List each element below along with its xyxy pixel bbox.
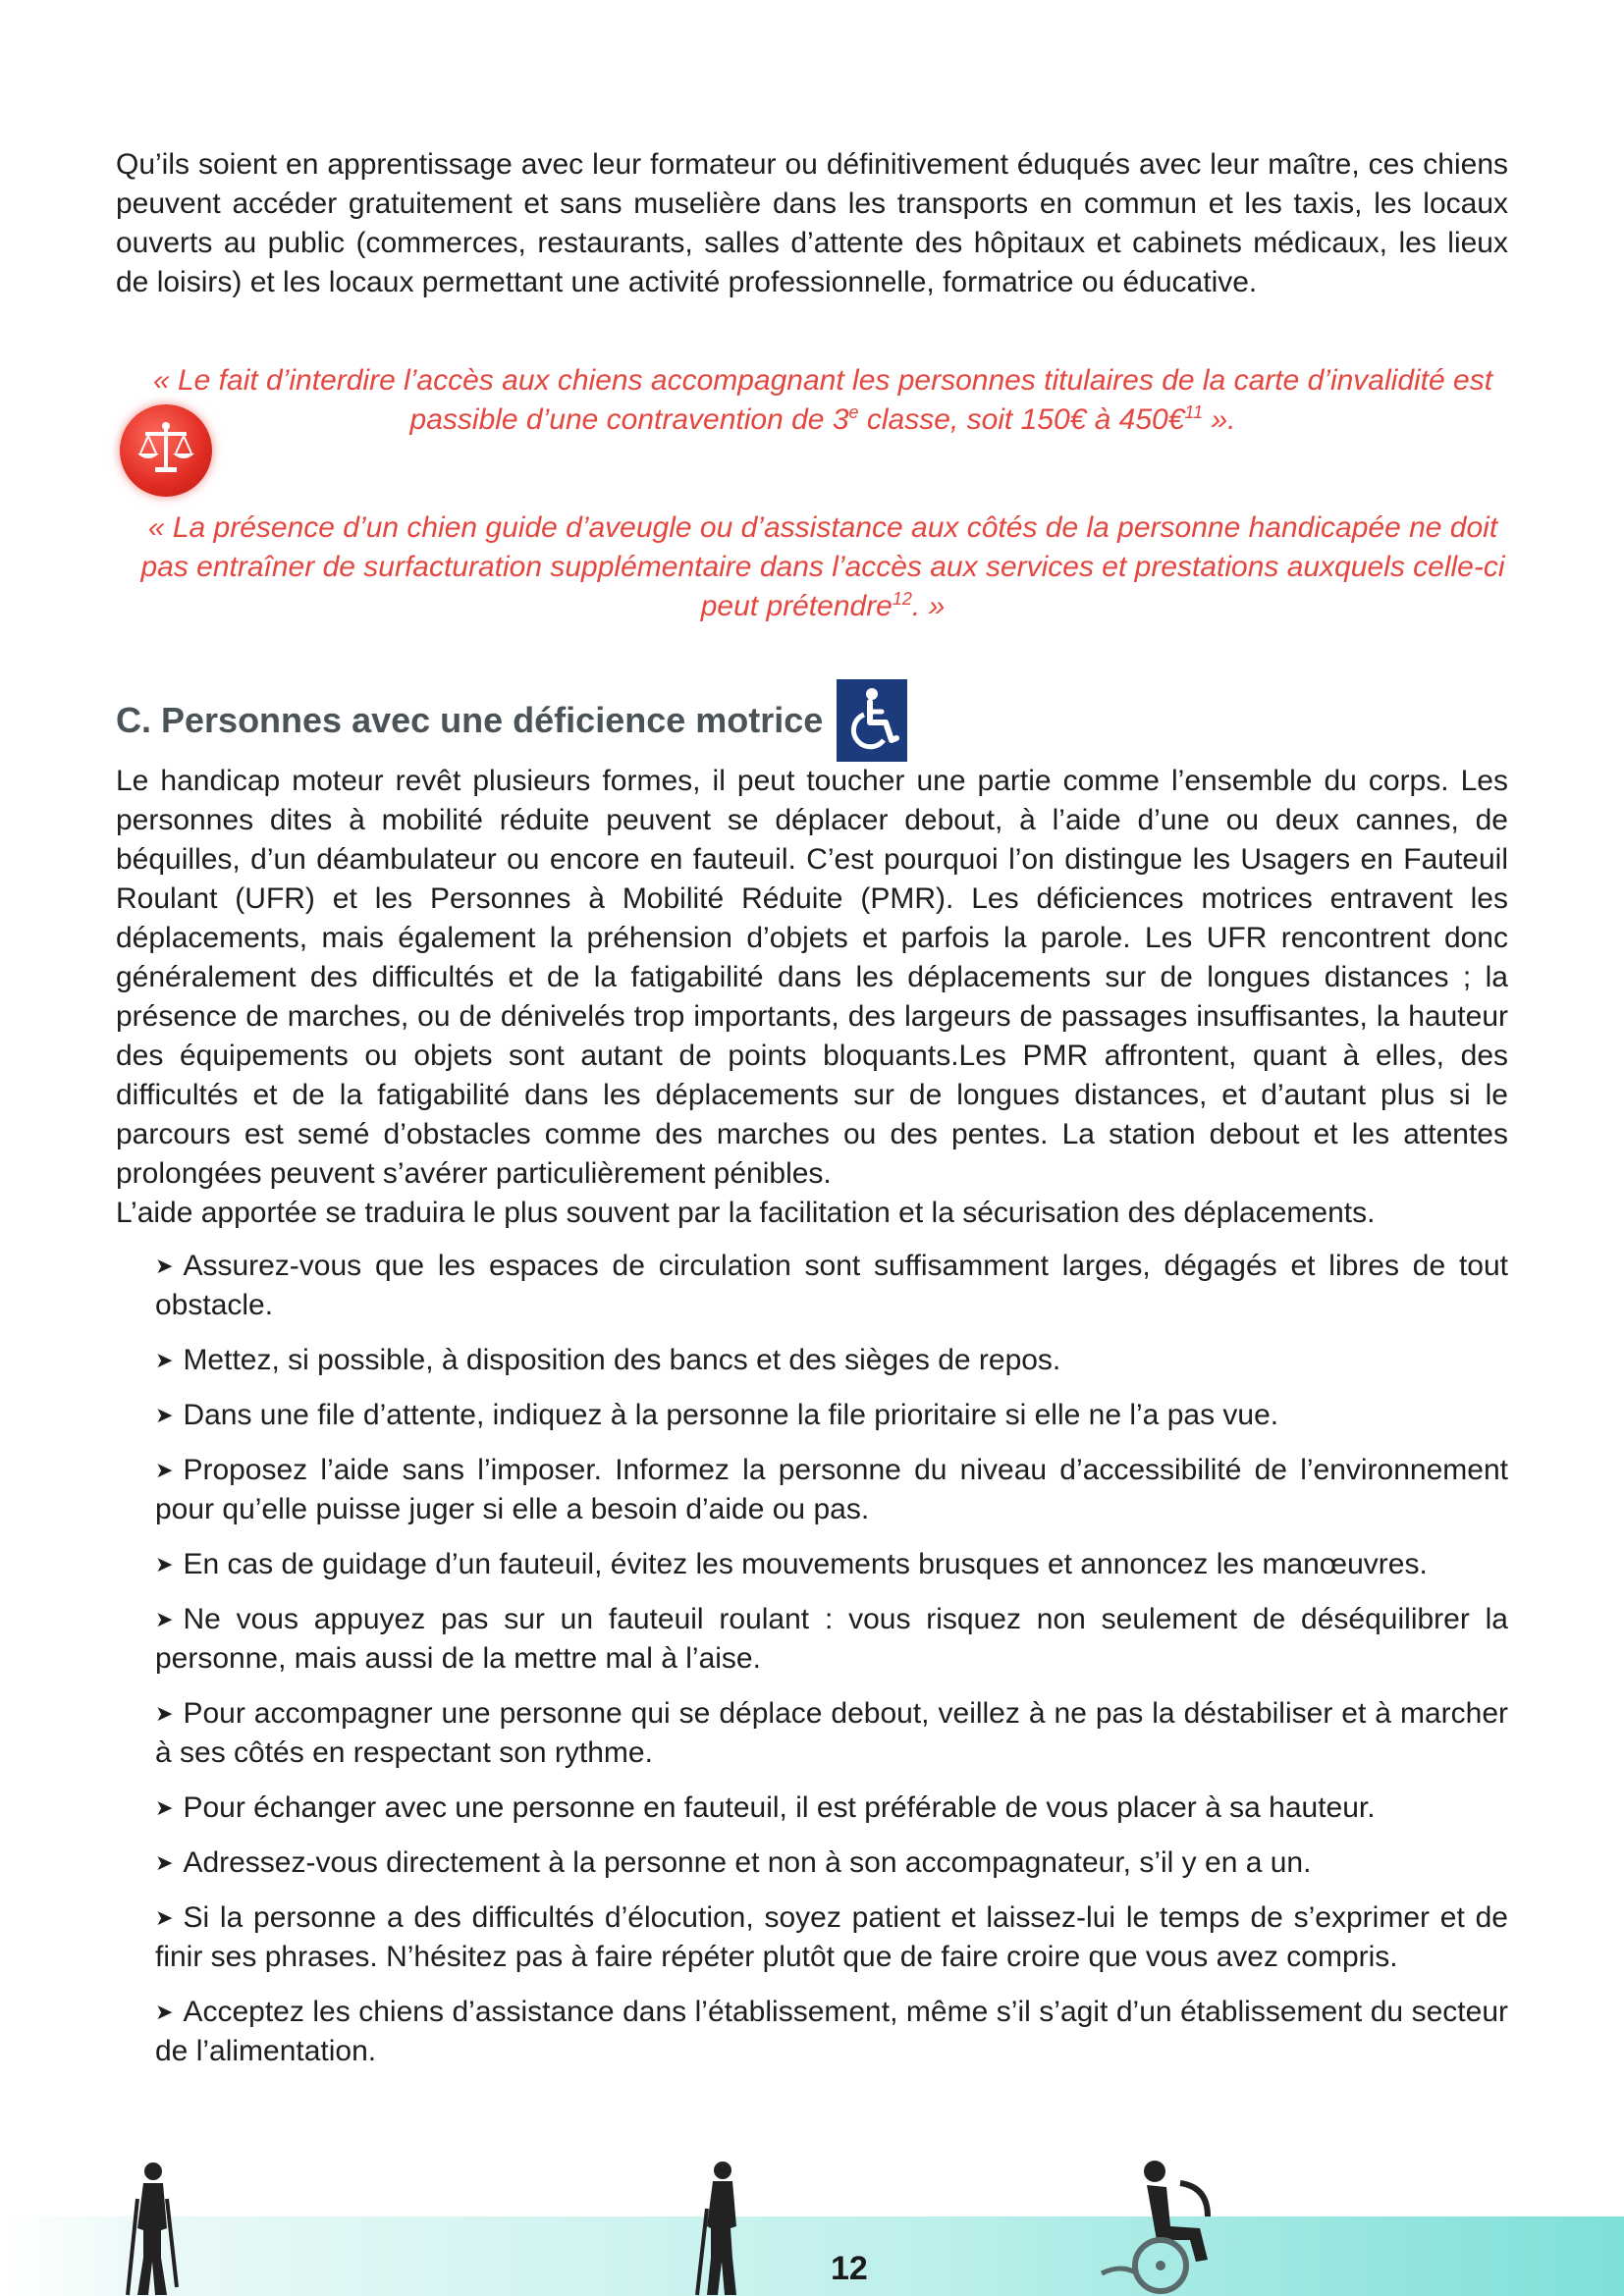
list-item [155,1694,1508,1773]
list-item [155,1843,1508,1883]
arrow-bullet-icon: ➤ [155,1254,174,1278]
quote1-text-c: ». [1203,403,1236,436]
footer-band [0,2216,1624,2296]
tip-text: Pour échanger avec une personne en fauteuil, il est préférable de vous placer à sa hauteur. [183,1791,1376,1824]
intro-paragraph: Qu’ils soient en apprentissage avec leur formateur ou définitivement éduqués avec leur maître, ces chiens peuvent accéder gratuitement et sans muselière dans les transports en commun et les taxis, les locaux ouverts au public (commerces, restaurants, salles d’attente des hôpitaux et cabinets médicaux, les lieux de loisirs) et les locaux permettant une activité professionnelle, formatrice ou éducative. [116,148,1508,298]
list-item [155,1451,1508,1529]
list-item [155,1247,1508,1325]
quote2-text-a: « La présence d’un chien guide d’aveugle ou d’assistance aux côtés de la personne handicapée ne doit pas entraîner de surfacturation supplémentaire dans l’accès aux services et prestations auxquels celle-ci peut prétendre [140,511,1505,622]
list-item [155,1341,1508,1380]
help-intro-paragraph: L’aide apportée se traduira le plus souvent par la facilitation et la sécurisation des déplacements. [116,1197,1376,1229]
list-item [155,1600,1508,1679]
page-content [116,145,1508,2087]
arrow-bullet-icon: ➤ [155,1905,174,1930]
tip-text: Acceptez les chiens d’assistance dans l’établissement, même s’il s’agit d’un établissement du secteur de l’alimentation. [155,1996,1508,2067]
tip-text: Assurez-vous que les espaces de circulation sont suffisamment larges, dégagés et libres de tout obstacle. [155,1250,1508,1321]
arrow-bullet-icon: ➤ [155,1607,174,1631]
person-with-crutches-icon [116,2160,194,2296]
arrow-bullet-icon: ➤ [155,1348,174,1372]
arrow-bullet-icon: ➤ [155,1701,174,1726]
list-item [155,1545,1508,1584]
list-item [155,1396,1508,1435]
motor-disability-paragraph: Le handicap moteur revêt plusieurs formes, il peut toucher une partie comme l’ensemble du corps. Les personnes dites à mobilité réduite peuvent se déplacer debout, à l’aide d’une ou deux cannes, de béquilles, d’un déambulateur ou encore en fauteuil. C’est pourquoi l’on distingue les Usagers en Fauteuil Roulant (UFR) et les Personnes à Mobilité Réduite (PMR). Les déficiences motrices entravent les déplacements, mais également la préhension d’objets et parfois la parole. Les UFR rencontrent donc généralement des difficultés et de la fatigabilité dans les déplacements sur de longues distances ; la présence de marches, ou de dénivelés trop importants, des largeurs de passages insuffisantes, la hauteur des équipements ou objets sont autant de points bloquants.Les PMR affrontent, quant à elles, des difficultés et de la fatigabilité dans les déplacements sur de longues distances, et d’autant plus si le parcours est semé d’obstacles comme des marches ou des pentes. La station debout et les attentes prolongées peuvent s’avérer particulièrement pénibles. [116,765,1508,1190]
scales-of-justice-icon [120,404,212,497]
tips-list [116,1247,1508,2071]
quote1-text-b: classe, soit 150€ à 450€ [858,403,1185,436]
footnote-ref-12: 12 [892,589,912,609]
arrow-bullet-icon: ➤ [155,1458,174,1482]
person-in-wheelchair-icon [1092,2158,1239,2296]
list-item [155,1993,1508,2071]
tip-text: Si la personne a des difficultés d’élocution, soyez patient et laissez-lui le temps de s’exprimer et de finir ses phrases. N’hésitez pas à faire répéter plutôt que de faire croire que vous avez compris. [155,1901,1508,1973]
tip-text: Ne vous appuyez pas sur un fauteuil roulant : vous risquez non seulement de déséquilibrer la personne, mais aussi de la mettre mal à l’aise. [155,1603,1508,1675]
tip-text: Adressez-vous directement à la personne et non à son accompagnateur, s’il y en a un. [183,1846,1312,1879]
list-item [155,1789,1508,1828]
legal-quote-2 [137,508,1508,626]
section-title: C. Personnes avec une déficience motrice [116,700,824,740]
list-item [155,1898,1508,1977]
wheelchair-accessibility-icon [837,679,907,762]
arrow-bullet-icon: ➤ [155,1552,174,1576]
arrow-bullet-icon: ➤ [155,1403,174,1427]
arrow-bullet-icon: ➤ [155,2000,174,2024]
tip-text: Pour accompagner une personne qui se déplace debout, veillez à ne pas la déstabiliser et à marcher à ses côtés en respectant son rythme. [155,1697,1508,1769]
arrow-bullet-icon: ➤ [155,1795,174,1820]
tip-text: Mettez, si possible, à disposition des bancs et des sièges de repos. [183,1344,1061,1376]
tip-text: En cas de guidage d’un fauteuil, évitez les mouvements brusques et annoncez les manœuvres. [183,1548,1428,1580]
quote1-superscript-e: e [848,402,859,422]
footnote-ref-11: 11 [1184,402,1204,422]
tip-text: Dans une file d’attente, indiquez à la personne la file prioritaire si elle ne l’a pas vue. [183,1399,1279,1431]
legal-quote-1 [137,361,1508,440]
page-number: 12 [831,2250,868,2287]
quote1-text-a: « Le fait d’interdire l’accès aux chiens accompagnant les personnes titulaires de la carte d’invalidité est passible d’une contravention de 3 [152,364,1493,436]
arrow-bullet-icon: ➤ [155,1850,174,1875]
quote2-text-b: . » [911,590,946,622]
tip-text: Proposez l’aide sans l’imposer. Informez la personne du niveau d’accessibilité de l’environnement pour qu’elle puisse juger si elle a besoin d’aide ou pas. [155,1454,1508,1525]
person-with-cane-icon [687,2160,756,2296]
section-heading [116,679,1508,762]
